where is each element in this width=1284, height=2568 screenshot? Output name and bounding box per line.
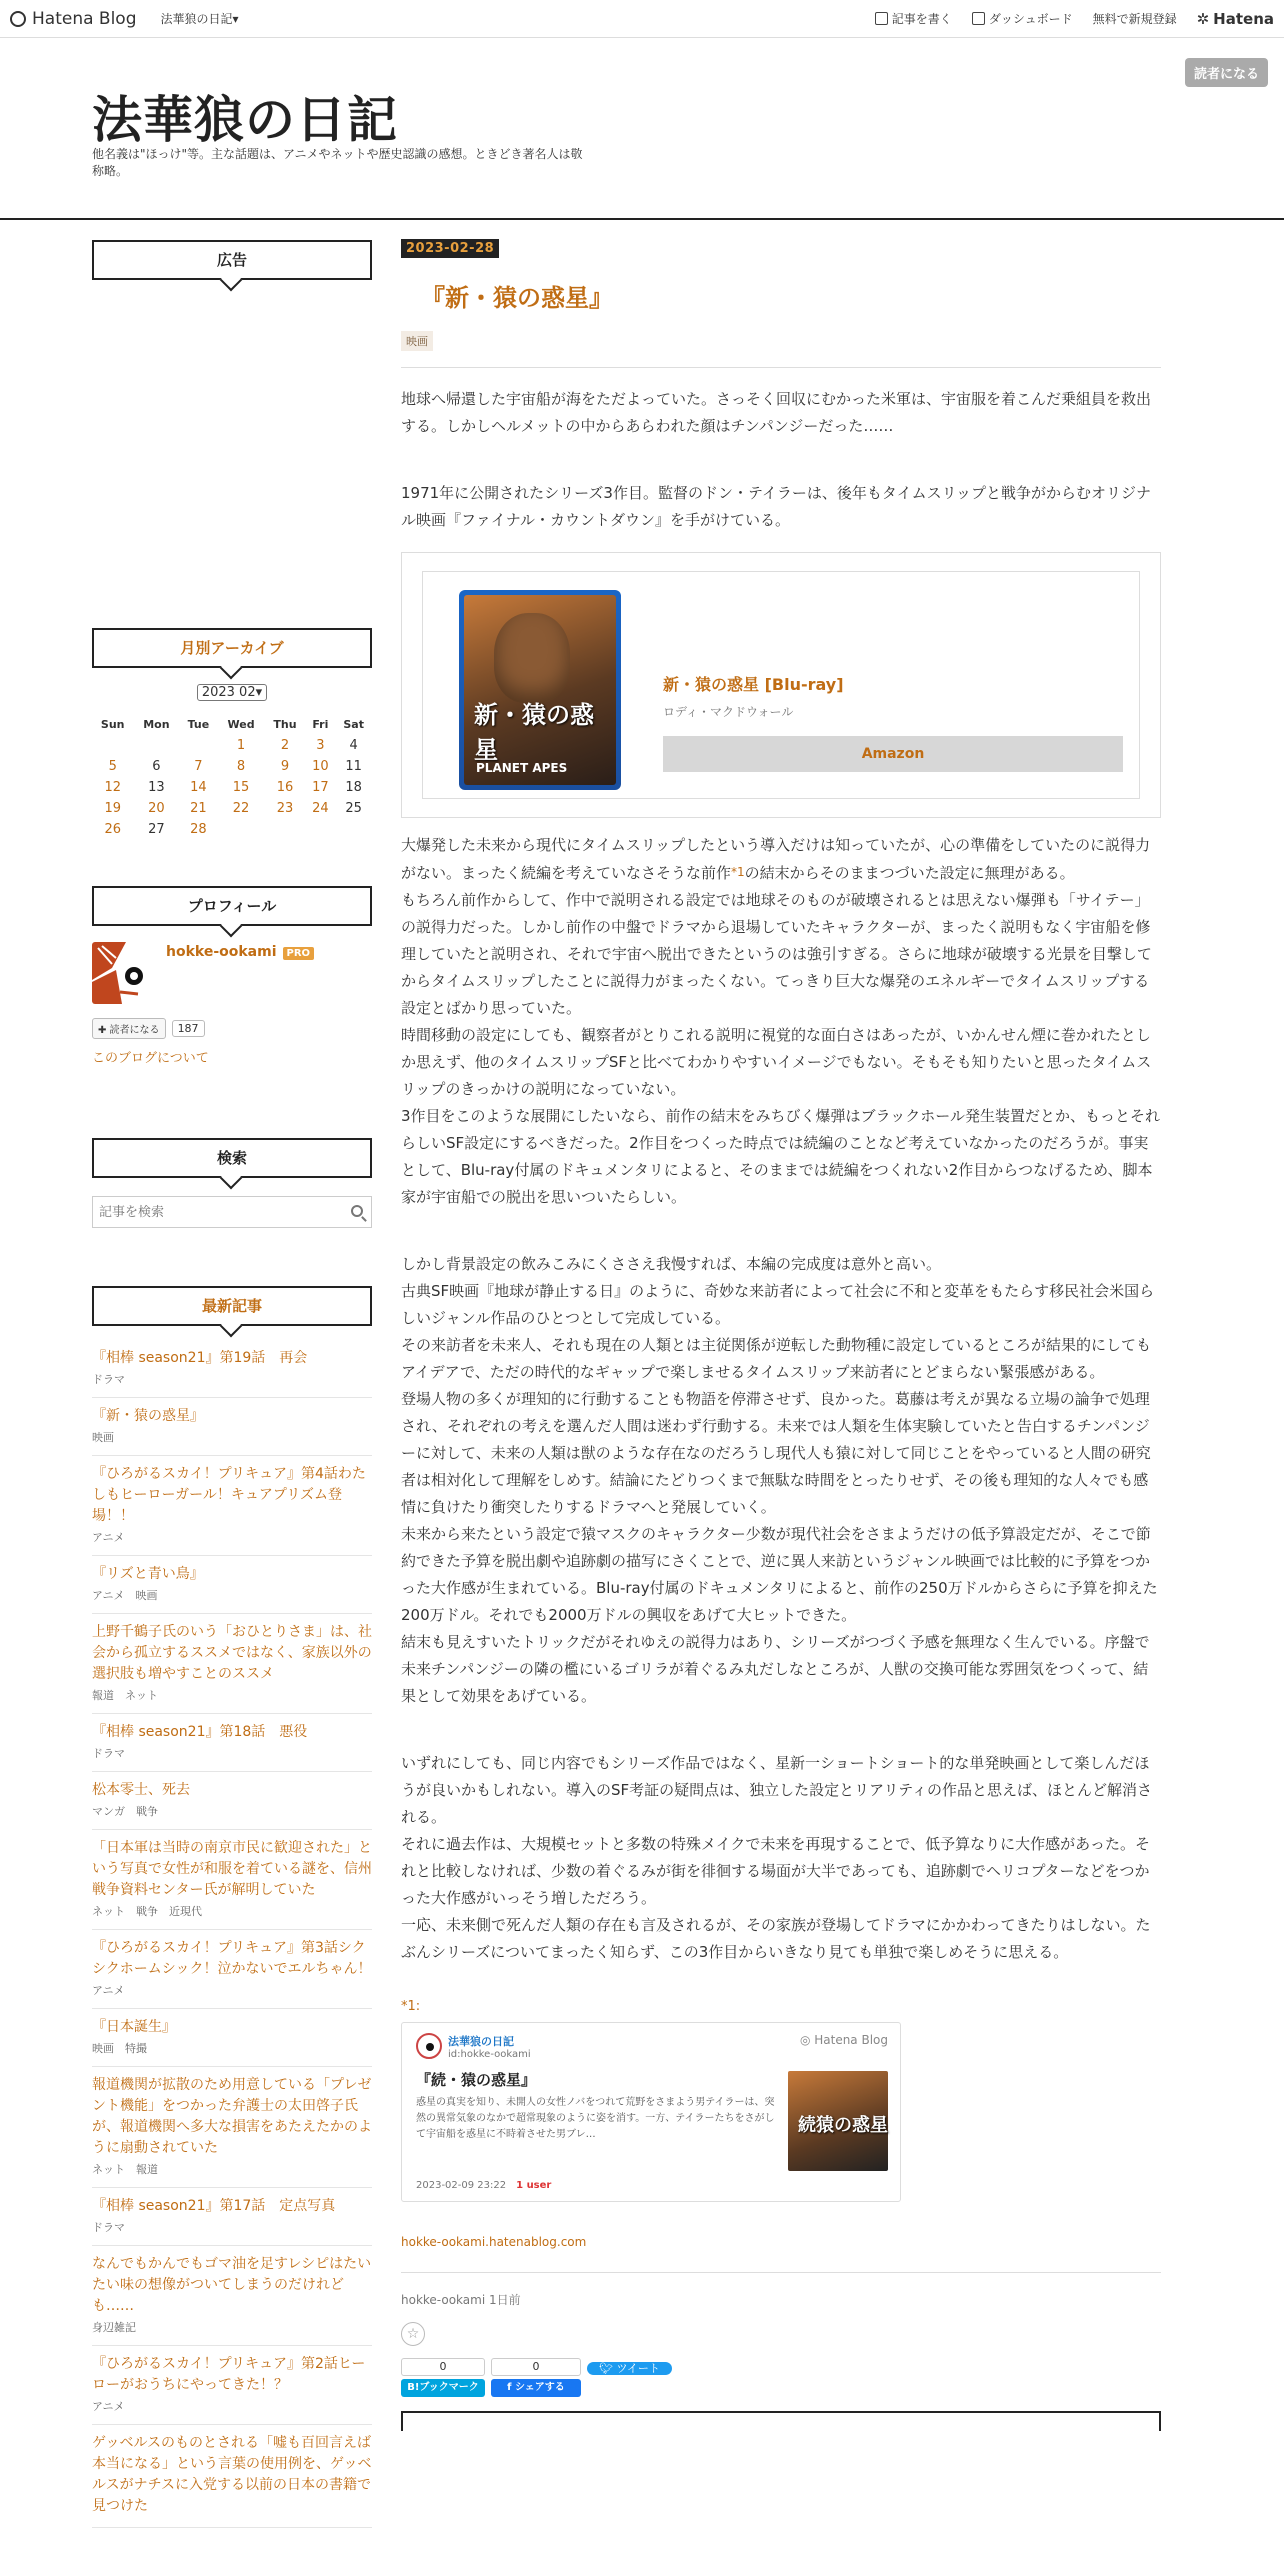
calendar-day[interactable]: 1 bbox=[236, 738, 246, 753]
product-title-link[interactable]: 新・猿の惑星 [Blu-ray] bbox=[663, 675, 844, 694]
entry-date[interactable]: 2023-02-28 bbox=[401, 239, 499, 258]
recent-entry-link[interactable]: 『ひろがるスカイ！プリキュア』第2話ヒーローがおうちにやってきた！？ bbox=[92, 2356, 366, 2393]
entry-paragraph: 未来から来たという設定で猿マスクのキャラクター少数が現代社会をさまようだけの低予算設定だが、そこで節約できた予算を脱出劇や追跡劇の描写にさくことで、逆に異人来訪というジャンル映画では比較的に予算をつかった大作感が生まれている。Blu-ray付属のドキュメンタリによると、前作の250万ドルからさらに予算を抑えた200万ドル。それでも2000万ドルの興収をあげて大ヒットできた。 bbox=[401, 1525, 1158, 1624]
recent-entry-categories[interactable]: アニメ bbox=[92, 1984, 125, 1997]
reader-count[interactable]: 187 bbox=[172, 1020, 205, 1037]
archive-month-select[interactable]: 2023 02▾ bbox=[197, 684, 267, 701]
recent-entry-link[interactable]: 『新・猿の惑星』 bbox=[92, 1408, 204, 1424]
star-icon: ☆ bbox=[401, 2322, 425, 2346]
hatena-logo-icon: ◎ bbox=[799, 2033, 815, 2047]
calendar-day[interactable]: 5 bbox=[108, 759, 117, 774]
recent-entry-item bbox=[92, 1772, 372, 1830]
footnote-users[interactable]: 1 user bbox=[516, 2180, 552, 2191]
blog-title[interactable]: 法華狼の日記 bbox=[92, 91, 398, 149]
entry-paragraph: その来訪者を未来人、それも現在の人類とは主従関係が逆転した動物種に設定しているところが結果的にしてもアイデアで、ただの時代的なギャップで楽しませるタイムスリップ来訪者にとどまらない緊張感がある。 bbox=[401, 1336, 1152, 1381]
follow-button[interactable]: 読者になる bbox=[1185, 58, 1268, 87]
entry-paragraph: 一応、未来側で死んだ人類の存在も言及されるが、その家族が登場してドラマにかかわってきたりはしない。たぶんシリーズについてまったく知らず、この3作目からいきなり見ても単独で楽しめそうに思える。 bbox=[401, 1916, 1151, 1961]
calendar-day[interactable]: 20 bbox=[148, 801, 165, 816]
calendar-day[interactable]: 14 bbox=[190, 780, 207, 795]
calendar-empty bbox=[179, 735, 217, 756]
recent-entry-item bbox=[92, 1930, 372, 2009]
recent-entry-link[interactable]: 『ひろがるスカイ！プリキュア』第3話シクシクホームシック！泣かないでエルちゃん！ bbox=[92, 1940, 372, 1977]
pro-badge: PRO bbox=[283, 947, 315, 960]
footnote-avatar-icon bbox=[416, 2033, 442, 2059]
recent-entry-item bbox=[92, 2067, 372, 2188]
calendar-day: 6 bbox=[152, 759, 161, 774]
calendar-day[interactable]: 26 bbox=[104, 822, 121, 837]
recent-entry-categories[interactable]: 報道 ネット bbox=[92, 1689, 158, 1702]
footnote-excerpt: 惑星の真実を知り、未開人の女性ノバをつれて荒野をさまよう男テイラーは、突然の異常気象のなかで超常現象のように姿を消す。一方、テイラーたちをさがして宇宙船を惑星に不時着させた男ブレ… bbox=[416, 2097, 775, 2140]
dashboard-icon bbox=[972, 12, 985, 25]
recent-entry-link[interactable]: ゲッベルスのものとされる「嘘も百回言えば本当になる」という言葉の使用例を、ゲッベルスがナチスに入党する以前の日本の書籍で見つけた bbox=[92, 2435, 372, 2514]
entry-paragraph: もちろん前作からして、作中で説明される設定では地球そのものが破壊されるとは思えない爆弾も「サイテー」の説得力だった。しかし前作の中盤でドラマから退場していたキャラクターが、まったく説明もなく宇宙船を修理していたと説明され、それで宇宙へ脱出できたというのは強引すぎる。さらに地球が破壊する光景を目撃してからタイムスリップしたことに説得力がまったくない。てっきり巨大な爆発のエネルギーでタイムスリップする設定とばかり思っていた。 bbox=[401, 891, 1152, 1017]
recent-entry-link[interactable]: 『相棒 season21』第17話 定点写真 bbox=[92, 2198, 336, 2214]
tweet-button[interactable]: 🐦︎ ツイート bbox=[587, 2362, 672, 2375]
calendar-day[interactable]: 23 bbox=[276, 801, 294, 816]
calendar-day[interactable]: 7 bbox=[194, 759, 203, 774]
calendar-empty bbox=[133, 735, 179, 756]
calendar-day[interactable]: 19 bbox=[104, 801, 121, 816]
sidebar bbox=[92, 220, 372, 2528]
recent-entry-categories[interactable]: ドラマ bbox=[92, 1373, 125, 1386]
recent-entry-item bbox=[92, 1398, 372, 1456]
profile-module-title: プロフィール bbox=[92, 886, 372, 926]
calendar-weekday: Thu bbox=[273, 717, 297, 731]
recent-entry-link[interactable]: 「日本軍は当時の南京市民に歓迎された」という写真で女性が和服を着ている謎を、信州戦争資料センター氏が解明していた bbox=[92, 1840, 372, 1898]
calendar-day[interactable]: 2 bbox=[280, 738, 290, 753]
recent-entry-item bbox=[92, 1614, 372, 1714]
entry-paragraph: 登場人物の多くが理知的に行動することも物語を停滞させず、良かった。葛藤は考えが異なる立場の論争で処理され、それぞれの考えを選んだ人間は迷わず行動する。未来では人類を生体実験していたと告白するチンパンジーに対して、未来の人類は獣のような存在なのだろうし現代人も猿に対して同じことをやっていると人間の研究者は相対化して理解をしめす。結論にたどりつくまで無駄な時間をとったりせず、その後も理知的な人々でも感情に負けたり衝突したりするドラマへと発展していく。 bbox=[401, 1390, 1151, 1516]
facebook-button[interactable]: f シェアする bbox=[491, 2379, 581, 2397]
footnote-title[interactable]: 『続・猿の惑星』 bbox=[416, 2071, 537, 2089]
entry-paragraph: いずれにしても、同じ内容でもシリーズ作品ではなく、星新一ショートショート的な単発映画として楽しんだほうが良いかもしれない。導入のSF考証の疑問点は、独立した設定とリアリティの作品と思えば、ほとんど解消される。 bbox=[401, 1754, 1153, 1826]
recent-entry-categories[interactable]: アニメ bbox=[92, 1531, 125, 1544]
recent-entry-categories[interactable]: ネット 報道 bbox=[92, 2163, 158, 2176]
calendar-empty bbox=[218, 819, 265, 840]
recent-entry-item bbox=[92, 1556, 372, 1614]
calendar-day: 18 bbox=[345, 780, 362, 795]
search-box bbox=[92, 1196, 372, 1228]
blog-description: 他名義は"ほっけ"等。主な話題は、アニメやネットや歴史認識の感想。ときどき著名人は敬称略。 bbox=[92, 147, 583, 178]
recent-entries-list bbox=[92, 1340, 372, 2528]
recent-entry-categories[interactable]: 身辺雑記 bbox=[92, 2321, 136, 2334]
recent-entry-categories[interactable]: ドラマ bbox=[92, 2221, 125, 2234]
next-module-frame bbox=[401, 2411, 1161, 2431]
recent-entry-link[interactable]: 松本零士、死去 bbox=[92, 1782, 190, 1798]
global-header bbox=[0, 0, 1284, 38]
recent-entry-item bbox=[92, 2009, 372, 2067]
calendar-day: 11 bbox=[345, 759, 362, 774]
recent-module-title[interactable]: 最新記事 bbox=[92, 1286, 372, 1326]
hatena-menu[interactable]: ✲ Hatena bbox=[1196, 9, 1274, 28]
add-star-button[interactable] bbox=[401, 2322, 1161, 2346]
entry-category-tag[interactable]: 映画 bbox=[401, 331, 433, 351]
recent-entry-link[interactable]: 『相棒 season21』第18話 悪役 bbox=[92, 1724, 308, 1740]
calendar-day[interactable]: 21 bbox=[190, 801, 207, 816]
profile bbox=[92, 942, 372, 1004]
entry-paragraph: しかし背景設定の飲みこみにくささえ我慢すれば、本編の完成度は意外と高い。 bbox=[401, 1255, 942, 1273]
about-blog-link[interactable]: このブログについて bbox=[92, 1051, 209, 1066]
recent-entry-link[interactable]: 『日本誕生』 bbox=[92, 2019, 176, 2035]
avatar[interactable] bbox=[92, 942, 154, 1004]
calendar-day[interactable]: 15 bbox=[232, 780, 250, 795]
footnote-blog-card[interactable] bbox=[401, 2022, 901, 2202]
calendar-weekday: Sat bbox=[343, 717, 364, 731]
share-buttons bbox=[401, 2358, 1161, 2397]
profile-follow-button[interactable]: ✚ 読者になる bbox=[92, 1018, 166, 1039]
cover-title: 新・猿の惑星 bbox=[474, 701, 594, 764]
profile-name[interactable]: hokke-ookami bbox=[166, 944, 277, 960]
recent-entry-item bbox=[92, 1830, 372, 1930]
calendar-empty bbox=[92, 735, 133, 756]
hatena-star-icon: ✲ bbox=[1196, 9, 1210, 28]
divider bbox=[401, 2272, 1161, 2273]
calendar-weekday: Mon bbox=[143, 717, 170, 731]
recent-entry-categories[interactable]: ドラマ bbox=[92, 1747, 125, 1760]
divider bbox=[401, 367, 1161, 368]
product-cover[interactable] bbox=[459, 590, 621, 790]
recent-entry-link[interactable]: 『相棒 season21』第19話 再会 bbox=[92, 1350, 308, 1366]
recent-entry-categories[interactable]: アニメ 映画 bbox=[92, 1589, 158, 1602]
recent-entry-item bbox=[92, 1714, 372, 1772]
cover-subtitle: PLANET APES bbox=[476, 761, 568, 775]
ad-module-title: 広告 bbox=[92, 240, 372, 280]
entry-paragraph: 古典SF映画『地球が静止する日』のように、奇妙な来訪者によって社会に不和と変革をもたらす移民社会米国らしいジャンル作品のひとつとして完成している。 bbox=[401, 1282, 1155, 1327]
calendar-empty bbox=[305, 819, 335, 840]
source-link[interactable]: hokke-ookami.hatenablog.com bbox=[401, 2235, 587, 2249]
recent-entry-item bbox=[92, 2425, 372, 2528]
calendar-day[interactable]: 22 bbox=[232, 801, 250, 816]
calendar-day[interactable]: 16 bbox=[276, 780, 294, 795]
archive-calendar bbox=[92, 713, 372, 840]
hatebu-share[interactable] bbox=[401, 2358, 485, 2397]
brand-label: Hatena Blog bbox=[32, 8, 137, 29]
calendar-weekday: Fri bbox=[312, 717, 329, 731]
archive-module-title[interactable]: 月別アーカイブ bbox=[92, 628, 372, 668]
calendar-day[interactable]: 17 bbox=[312, 780, 329, 795]
recent-entry-categories[interactable]: 映画 特撮 bbox=[92, 2042, 147, 2055]
facebook-share[interactable] bbox=[491, 2358, 581, 2397]
recent-entry-item bbox=[92, 1456, 372, 1556]
pencil-icon bbox=[875, 12, 888, 25]
calendar-empty bbox=[265, 819, 306, 840]
recent-entry-categories[interactable]: ネット 戦争 近現代 bbox=[92, 1905, 202, 1918]
recent-entry-link[interactable]: 上野千鶴子氏のいう「おひとりさま」は、社会から孤立するススメではなく、家族以外の選択肢も増やすことのススメ bbox=[92, 1624, 372, 1682]
calendar-day[interactable]: 9 bbox=[280, 759, 290, 774]
footnote-blog-id: id:hokke-ookami bbox=[448, 2049, 531, 2060]
entry-paragraph: 地球へ帰還した宇宙船が海をただよっていた。さっそく回収にむかった米軍は、宇宙服を着こんだ乗組員を救出する。しかしヘルメットの中からあらわれた顔はチンパンジーだった…… bbox=[401, 390, 1152, 435]
recent-entry-item bbox=[92, 2188, 372, 2246]
recent-entry-link[interactable]: なんでもかんでもゴマ油を足すレシピはたいたい味の想像がついてしまうのだけれども…… bbox=[92, 2256, 372, 2314]
recent-entry-categories[interactable]: アニメ bbox=[92, 2400, 125, 2413]
calendar-weekday: Sun bbox=[100, 717, 125, 731]
footnote-label[interactable]: *1: bbox=[401, 1999, 421, 2014]
footnote-ref-link[interactable]: *1 bbox=[731, 865, 745, 879]
entry-paragraph: それに過去作は、大規模セットと多数の特殊メイクで未来を再現することで、低予算なりに大作感があった。それと比較しなければ、少数の着ぐるみが街を徘徊する場面が大半であっても、追跡劇でヘリコプターなどをつかった大作感がいっそう増しただろう。 bbox=[401, 1835, 1150, 1907]
recent-entry-item bbox=[92, 2346, 372, 2425]
hatena-blog-logo[interactable] bbox=[10, 9, 137, 29]
calendar-day[interactable]: 10 bbox=[312, 759, 329, 774]
main-entry bbox=[401, 220, 1161, 2431]
calendar-day[interactable]: 12 bbox=[104, 780, 121, 795]
entry-paragraph: 結末も見えすいたトリックだがそれゆえの説得力はあり、シリーズがつづく予感を無理なく生んでいる。序盤で未来チンパンジーの隣の檻にいるゴリラが着ぐるみ丸だしなところが、人獣の交換可能な雰囲気をつくって、結果として効果をあげている。 bbox=[401, 1633, 1150, 1705]
calendar-weekday: Tue bbox=[187, 717, 210, 731]
recent-entry-link[interactable]: 『ひろがるスカイ！プリキュア』第4話わたしもヒーローガール！キュアプリズム登場！！ bbox=[92, 1466, 366, 1524]
calendar-day: 13 bbox=[148, 780, 165, 795]
recent-entry-item bbox=[92, 1340, 372, 1398]
calendar-day: 4 bbox=[349, 738, 358, 753]
footnote-blog-name[interactable]: 法華狼の日記 bbox=[448, 2035, 514, 2048]
blog-menu-dropdown[interactable]: 法華狼の日記▾ bbox=[160, 12, 239, 26]
entry-paragraph: 大爆発した未来から現代にタイムスリップしたという導入だけは知っていたが、心の準備をしていたのに説得力がない。まったく続編を考えていなさそうな前作*1の結末からそのままつづいた設定に無理がある。 bbox=[401, 836, 1151, 882]
entry-paragraph: 1971年に公開されたシリーズ3作目。監督のドン・テイラーは、後年もタイムスリップと戦争がからむオリジナル映画『ファイナル・カウントダウン』を手がけている。 bbox=[401, 484, 1152, 529]
recent-entry-link[interactable]: 『リズと青い鳥』 bbox=[92, 1566, 204, 1582]
footnote-thumbnail[interactable]: 続猿の惑星 bbox=[788, 2071, 888, 2171]
ape-face-image bbox=[494, 613, 570, 703]
entry-paragraph: 3作目をこのような展開にしたいなら、前作の結末をみちびく爆弾はブラックホール発生装置だとか、もっとそれらしいSF設定にするべきだった。2作目をつくった時点では続編のことなど考えていなかったのだろうが。事実として、Blu-ray付属のドキュメンタリによると、そのままでは続編をつくれない2作目からつなげるため、脚本家が宇宙船での脱出を思いついたらしい。 bbox=[401, 1107, 1160, 1206]
calendar-day: 25 bbox=[345, 801, 362, 816]
entry-author-line[interactable]: hokke-ookami 1日前 bbox=[401, 2293, 521, 2307]
hatebu-count: 0 bbox=[401, 2358, 485, 2376]
blog-header bbox=[0, 38, 1284, 220]
footnote-hatena-logo: ◎ Hatena Blog bbox=[799, 2033, 888, 2047]
search-module-title: 検索 bbox=[92, 1138, 372, 1178]
write-article-link[interactable]: 記事を書く bbox=[875, 10, 952, 27]
calendar-day[interactable]: 8 bbox=[236, 759, 246, 774]
footnote-date: 2023-02-09 23:22 bbox=[416, 2180, 507, 2191]
recent-entry-categories[interactable]: マンガ 戦争 bbox=[92, 1805, 158, 1818]
product-author: ロディ・マクドウォール bbox=[663, 705, 794, 719]
amazon-button[interactable]: Amazon bbox=[663, 736, 1123, 772]
entry-title[interactable]: 『新・猿の惑星』 bbox=[421, 284, 613, 312]
hatebu-button[interactable]: B!ブックマーク bbox=[401, 2379, 485, 2397]
recent-entry-link[interactable]: 報道機関が拡散のため用意している「プレゼント機能」をつかった弁護士の太田啓子氏が、報道機関へ多大な損害をあたえたかのように扇動されていた bbox=[92, 2077, 372, 2156]
calendar-weekday: Wed bbox=[227, 717, 255, 731]
calendar-day: 27 bbox=[148, 822, 165, 837]
calendar-day[interactable]: 3 bbox=[316, 738, 325, 753]
product-embed bbox=[401, 552, 1161, 818]
facebook-count: 0 bbox=[491, 2358, 581, 2376]
register-link[interactable]: 無料で新規登録 bbox=[1092, 12, 1177, 26]
dashboard-link[interactable]: ダッシュボード bbox=[972, 10, 1073, 27]
hatena-logo-icon bbox=[10, 11, 26, 27]
calendar-empty bbox=[335, 819, 372, 840]
product-card bbox=[422, 571, 1140, 799]
twitter-bird-icon: 🐦︎ bbox=[599, 2362, 617, 2375]
calendar-day[interactable]: 28 bbox=[190, 822, 207, 837]
entry-paragraph: 時間移動の設定にしても、観察者がとりこれる説明に視覚的な面白さはあったが、いかんせん煙に巻かれたとしか思えず、他のタイムスリップSFと比べてわかりやすいイメージでもない。そもそも知りたいと思ったタイムスリップのきっかけの説明になっていない。 bbox=[401, 1026, 1152, 1098]
search-icon[interactable] bbox=[351, 1205, 363, 1217]
calendar-day[interactable]: 24 bbox=[312, 801, 329, 816]
recent-entry-categories[interactable]: 映画 bbox=[92, 1431, 114, 1444]
search-input[interactable] bbox=[93, 1197, 333, 1227]
wolf-avatar-icon bbox=[92, 942, 154, 1004]
recent-entry-item bbox=[92, 2246, 372, 2346]
